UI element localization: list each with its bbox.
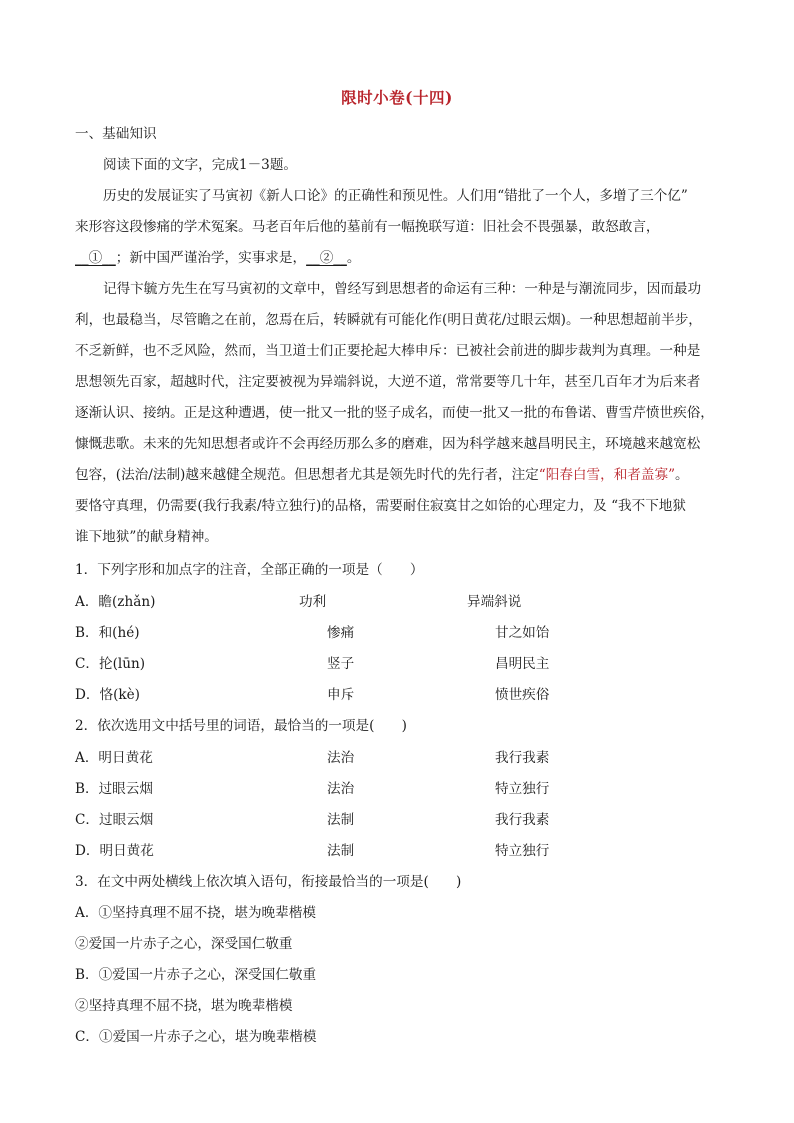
q3-option-line: B．①爱国一片赤子之心，深受国仁敬重 — [75, 967, 317, 983]
q2-option-a: A．明日黄花 — [75, 750, 153, 766]
passage-text: 。 — [346, 250, 361, 266]
instructions: 阅读下面的文字，完成1－3题。 — [103, 157, 298, 173]
passage-line: 来形容这段惨痛的学术冤案。马老百年后他的墓前有一幅挽联写道：旧社会不畏强暴，敢怒敢言， — [75, 219, 660, 235]
q3-option-line: A．①坚持真理不屈不挠，堪为晚辈楷模 — [75, 905, 316, 921]
blank-1: __①__ — [75, 250, 116, 266]
passage-text: 。 — [675, 467, 689, 483]
passage-line — [75, 248, 360, 268]
passage-line: 逐渐认识、接纳。正是这种遭遇，使一批又一批的竖子成名，而使一批又一批的布鲁诺、曹雪芹愤世疾俗， — [75, 405, 714, 421]
q1-option-a-word3: 异端斜说 — [467, 594, 522, 610]
question-3-stem: 3．在文中两处横线上依次填入语句，衔接最恰当的一项是( ) — [75, 874, 462, 890]
q1-option-d: D．恪(kè) — [75, 687, 140, 703]
q1-option-d-word3: 愤世疾俗 — [495, 687, 550, 703]
q1-option-c: C．抡(lūn) — [75, 656, 146, 672]
q2-option-a-word3: 我行我素 — [495, 750, 550, 766]
blank-2: __②__ — [306, 250, 347, 266]
q3-option-line: ②坚持真理不屈不挠，堪为晚辈楷模 — [75, 998, 293, 1014]
q2-option-c-word3: 我行我素 — [495, 812, 550, 828]
passage-line: 思想领先百家，超越时代，注定要被视为异端斜说，大逆不道，常常要等几十年，甚至几百年才为后来者 — [75, 374, 701, 390]
q1-option-b: B．和(hé) — [75, 625, 140, 641]
q1-option-c-word2: 竖子 — [327, 656, 355, 672]
passage-line: 记得卞毓方先生在写马寅初的文章中，曾经写到思想者的命运有三种：一种是与潮流同步，因而最功 — [103, 281, 702, 297]
q2-option-c-word2: 法制 — [327, 812, 355, 828]
quoted-phrase: “阳春白雪，和者盖寡” — [538, 467, 676, 483]
q3-option-line: ②爱国一片赤子之心，深受国仁敬重 — [75, 936, 293, 952]
q1-option-a: A．瞻(zhǎn) — [75, 594, 156, 610]
q1-option-a-word2: 功利 — [299, 594, 327, 610]
q1-option-b-word3: 甘之如饴 — [495, 625, 550, 641]
passage-line: 慷慨悲歌。未来的先知思想者或许不会再经历那么多的磨难，因为科学越来越昌明民主，环境越来越宽松 — [75, 436, 701, 452]
q2-option-b-word2: 法治 — [327, 781, 355, 797]
question-2-stem: 2．依次选用文中括号里的词语，最恰当的一项是( ) — [75, 718, 407, 734]
q2-option-d-word2: 法制 — [327, 843, 355, 859]
q2-option-b-word3: 特立独行 — [495, 781, 550, 797]
page-title: 限时小卷(十四) — [341, 88, 453, 107]
q2-option-c: C．过眼云烟 — [75, 812, 154, 828]
q2-option-b: B．过眼云烟 — [75, 781, 153, 797]
q1-option-c-word3: 昌明民主 — [495, 656, 550, 672]
q1-option-b-word2: 惨痛 — [327, 625, 355, 641]
q3-option-line: C．①爱国一片赤子之心，堪为晚辈楷模 — [75, 1029, 317, 1045]
q1-option-d-word2: 申斥 — [327, 687, 355, 703]
passage-line: 历史的发展证实了马寅初《新人口论》的正确性和预见性。人们用“错批了一个人，多增了三个亿” — [103, 188, 688, 204]
passage-line: 要恪守真理，仍需要(我行我素/特立独行)的品格，需要耐住寂寞甘之如饴的心理定力，及 “我不下地狱 — [75, 498, 686, 514]
passage-line: 利，也最稳当，尽管瞻之在前，忽焉在后，转瞬就有可能化作(明日黄花/过眼云烟)。一种思想超前半步， — [75, 312, 702, 328]
passage-text: ；新中国严谨治学，实事求是， — [115, 250, 307, 266]
passage-text: 包容，(法治/法制)越来越健全规范。但思想者尤其是领先时代的先行者，注定 — [75, 467, 539, 483]
passage-line: 谁下地狱”的献身精神。 — [75, 529, 218, 545]
question-1-stem: 1．下列字形和加点字的注音，全部正确的一项是（ ） — [75, 562, 424, 578]
passage-line — [75, 465, 689, 485]
q2-option-d-word3: 特立独行 — [495, 843, 550, 859]
passage-line: 不乏新鲜，也不乏风险，然而，当卫道士们正要抡起大棒申斥：已被社会前进的脚步裁判为真理。一种是 — [75, 343, 701, 359]
q2-option-a-word2: 法治 — [327, 750, 355, 766]
q2-option-d: D．明日黄花 — [75, 843, 154, 859]
section-heading: 一、基础知识 — [75, 126, 157, 142]
